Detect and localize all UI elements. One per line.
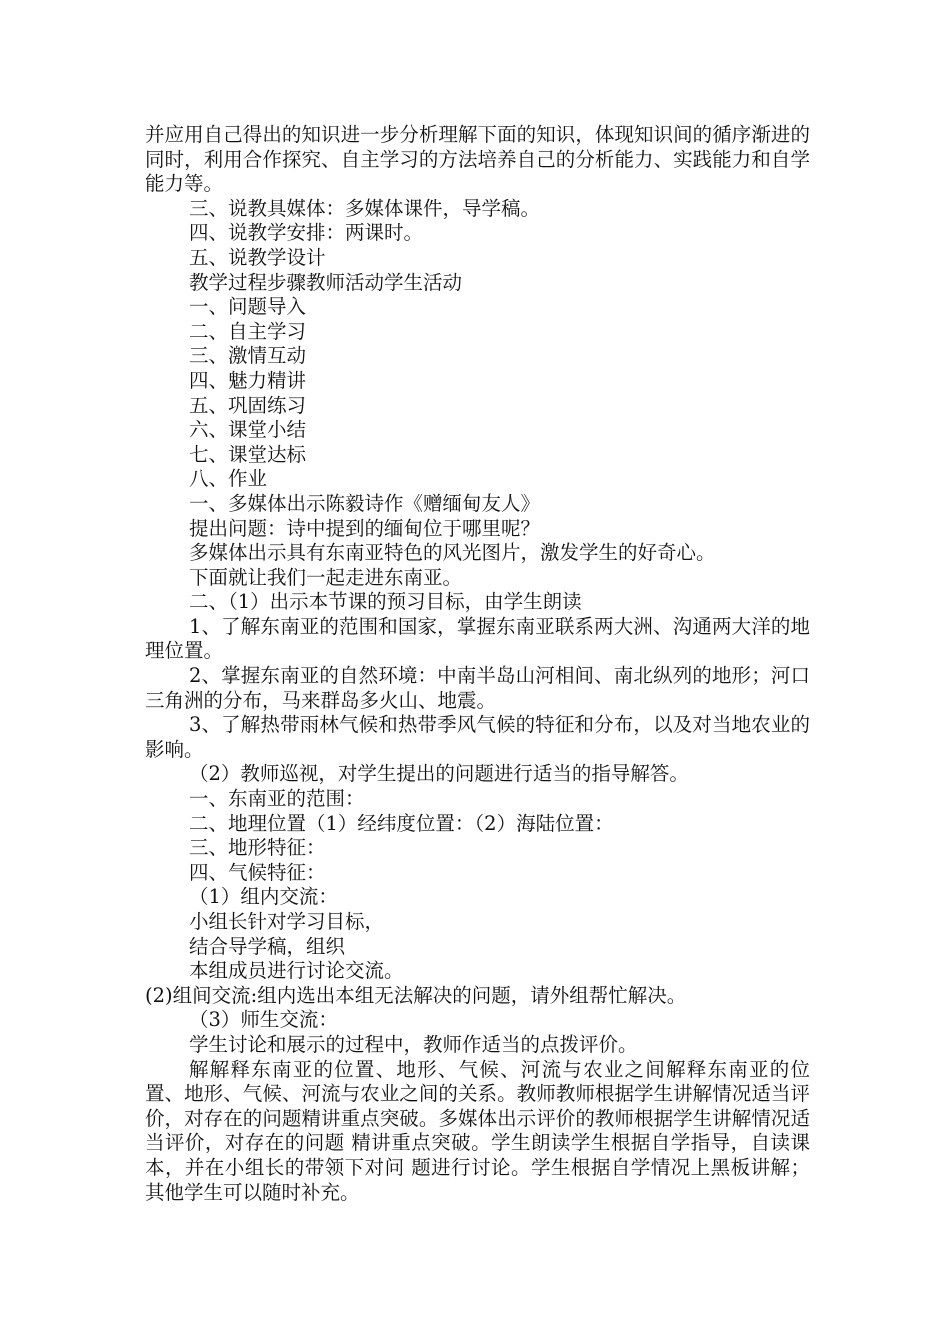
paragraph-poem-intro: 一、多媒体出示陈毅诗作《赠缅甸友人》: [189, 491, 541, 515]
list-item-step-3: 三、激情互动: [189, 344, 307, 368]
paragraph-question: 提出问题：诗中提到的缅甸位于哪里呢？: [189, 516, 541, 540]
paragraph-enter-sea: 下面就让我们一起走进东南亚。: [189, 565, 463, 589]
paragraph-process-header: 教学过程步骤教师活动学生活动: [189, 270, 463, 294]
paragraph-explanation: 解解释东南亚的位置、地形、气候、河流与农业之间解释东南亚的位置、地形、气候、河流与农业之间的关系。教师教师根据学生讲解情况适当评价，对存在的问题精讲重点突破。多媒体出示评价的教师根据学生讲解情况适当评价，对存在的问题 精讲重点突破。学生朗读学生根据自学指导，自读课本，并在小组长的带领下对问 题进行讨论。学生根据自学情况上黑板讲解；其他学生可以随时补充。: [145, 1057, 810, 1204]
list-item-step-2: 二、自主学习: [189, 319, 307, 343]
paragraph-teaching-schedule: 四、说教学安排：两课时。: [189, 221, 424, 245]
paragraph-teacher-patrol: （2）教师巡视，对学生提出的问题进行适当的指导解答。: [189, 762, 689, 786]
paragraph-discussion-evaluation: 学生讨论和展示的过程中，教师作适当的点拨评价。: [189, 1032, 638, 1056]
list-item-step-6: 六、课堂小结: [189, 418, 307, 442]
list-item-climate: 四、气候特征：: [189, 860, 326, 884]
list-item-terrain: 三、地形特征：: [189, 836, 326, 860]
paragraph-intro-continuation: 并应用自己得出的知识进一步分析理解下面的知识，体现知识间的循序渐进的同时，利用合作探究、自主学习的方法培养自己的分析能力、实践能力和自学能力等。: [145, 123, 810, 196]
paragraph-goal-1: 1、了解东南亚的范围和国家，掌握东南亚联系两大洲、沟通两大洋的地理位置。: [145, 614, 810, 663]
document-body: [145, 123, 810, 1205]
paragraph-teaching-media: 三、说教具媒体：多媒体课件，导学稿。: [189, 196, 541, 220]
list-item-step-7: 七、课堂达标: [189, 442, 307, 466]
paragraph-teacher-student-exchange: （3）师生交流：: [189, 1008, 338, 1032]
paragraph-goal-3: 3、了解热带雨林气候和热带季风气候的特征和分布，以及对当地农业的影响。: [145, 713, 810, 761]
paragraph-preview-goals: 二、（1）出示本节课的预习目标，由学生朗读: [189, 590, 582, 614]
paragraph-member-discussion: 本组成员进行讨论交流。: [189, 959, 404, 983]
paragraph-leader-goals: 小组长针对学习目标，: [189, 910, 385, 933]
list-item-step-5: 五、巩固练习: [189, 393, 307, 417]
list-item-location: 二、地理位置（1）经纬度位置：（2）海陆位置：: [189, 811, 614, 835]
list-item-scope: 一、东南亚的范围：: [189, 787, 365, 811]
list-item-step-1: 一、问题导入: [189, 295, 307, 319]
list-item-step-8: 八、作业: [189, 467, 268, 491]
paragraph-group-exchange: （1）组内交流：: [189, 885, 338, 909]
paragraph-pictures: 多媒体出示具有东南亚特色的风光图片，激发学生的好奇心。: [189, 541, 716, 565]
paragraph-intergroup-exchange: (2)组间交流:组内选出本组无法解决的问题，请外组帮忙解决。: [145, 983, 687, 1007]
paragraph-guide-organize: 结合导学稿，组织: [189, 934, 346, 958]
list-item-step-4: 四、魅力精讲: [189, 368, 307, 392]
paragraph-teaching-design: 五、说教学设计: [189, 245, 326, 269]
paragraph-goal-2: 2、掌握东南亚的自然环境：中南半岛山河相间、南北纵列的地形；河口三角洲的分布，马来群岛多火山、地震。: [145, 664, 810, 712]
